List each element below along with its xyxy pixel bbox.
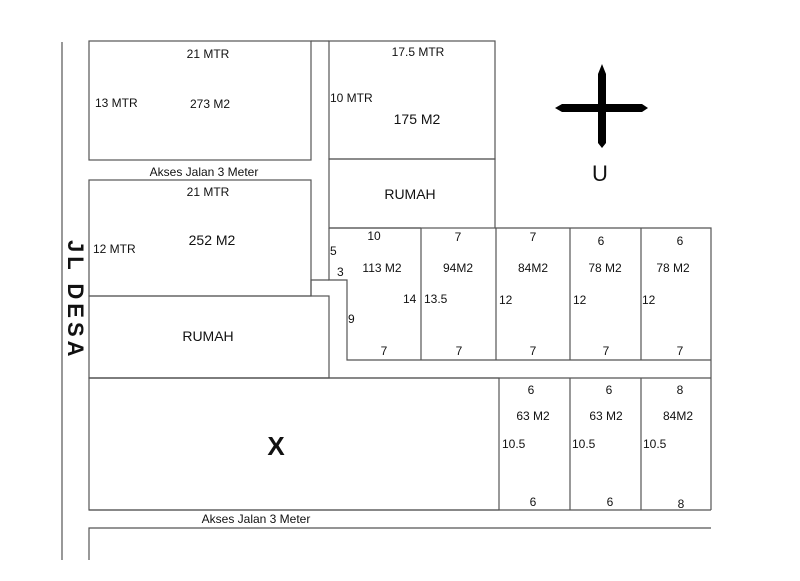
lower-lot-1: [502, 383, 550, 509]
plot-lines: [62, 41, 711, 560]
lot-dim: 12: [499, 293, 513, 307]
lot-area: 78 M2: [656, 261, 690, 275]
lot-area: 78 M2: [588, 261, 622, 275]
lot-area: 63 M2: [589, 409, 623, 423]
lot-dim: 14: [403, 292, 417, 306]
lot-dim: 5: [330, 244, 337, 258]
lot-dim: 7: [602, 344, 610, 358]
lot-dim: 9: [348, 312, 355, 326]
plot-a-side: 13 MTR: [95, 96, 138, 110]
lot-area: 113 M2: [362, 261, 402, 275]
road-label: JL DESA: [63, 240, 88, 361]
plot-x: [89, 378, 499, 510]
lot-dim: 10.5: [572, 437, 596, 451]
lot-dim: 10.5: [502, 437, 526, 451]
plot-c-area: 252 M2: [188, 232, 236, 248]
lot-dim: 7: [380, 344, 388, 358]
plot-a-top: 21 MTR: [186, 47, 230, 61]
lot-area: 84M2: [662, 409, 694, 423]
lot-dim: 12: [573, 293, 587, 307]
lot-area: 63 M2: [516, 409, 550, 423]
lot-dim: 10.5: [643, 437, 667, 451]
lot-dim: 6: [676, 234, 684, 248]
plot-a-area: 273 M2: [189, 97, 231, 111]
lot-dim: 7: [529, 230, 537, 244]
lot-dim: 6: [606, 495, 614, 509]
marked-plot-label: X: [267, 431, 285, 461]
lot-dim: 7: [676, 344, 684, 358]
house-label: RUMAH: [182, 328, 234, 344]
lot-dim: 7: [454, 230, 462, 244]
irregular-lot-labels: [330, 229, 417, 358]
lot-dim: 12: [642, 293, 656, 307]
lower-lot-3: [643, 383, 693, 511]
upper-lot-4: [642, 234, 690, 358]
lot-dim: 7: [529, 344, 537, 358]
plot-c-side: 12 MTR: [93, 242, 136, 256]
lot-dim: 8: [676, 383, 684, 397]
house-label: RUMAH: [384, 186, 436, 202]
lot-area: 84M2: [517, 261, 549, 275]
upper-lot-2: [499, 230, 548, 358]
lot-dim: 10: [367, 229, 381, 243]
access-label: Akses Jalan 3 Meter: [201, 512, 311, 526]
lot-dim: 3: [337, 265, 344, 279]
lot-dim: 6: [529, 495, 537, 509]
lower-lot-2: [572, 383, 623, 509]
lot-area: 94M2: [442, 261, 474, 275]
lot-dim: 6: [597, 234, 605, 248]
plot-b-top: 17.5 MTR: [391, 45, 445, 59]
plot-b-area: 175 M2: [393, 111, 441, 127]
lot-dim: 6: [605, 383, 613, 397]
upper-lot-1: [424, 230, 473, 358]
plot-c-top: 21 MTR: [186, 185, 230, 199]
access-label: Akses Jalan 3 Meter: [149, 165, 259, 179]
lot-dim: 8: [677, 497, 685, 511]
north-label: U: [592, 161, 608, 186]
north-arrow: [555, 64, 648, 186]
plot-b-side: 10 MTR: [330, 91, 373, 105]
lot-dim: 7: [455, 344, 463, 358]
lot-dim: 6: [527, 383, 535, 397]
lot-dim: 13.5: [424, 292, 448, 306]
upper-lot-3: [573, 234, 622, 358]
